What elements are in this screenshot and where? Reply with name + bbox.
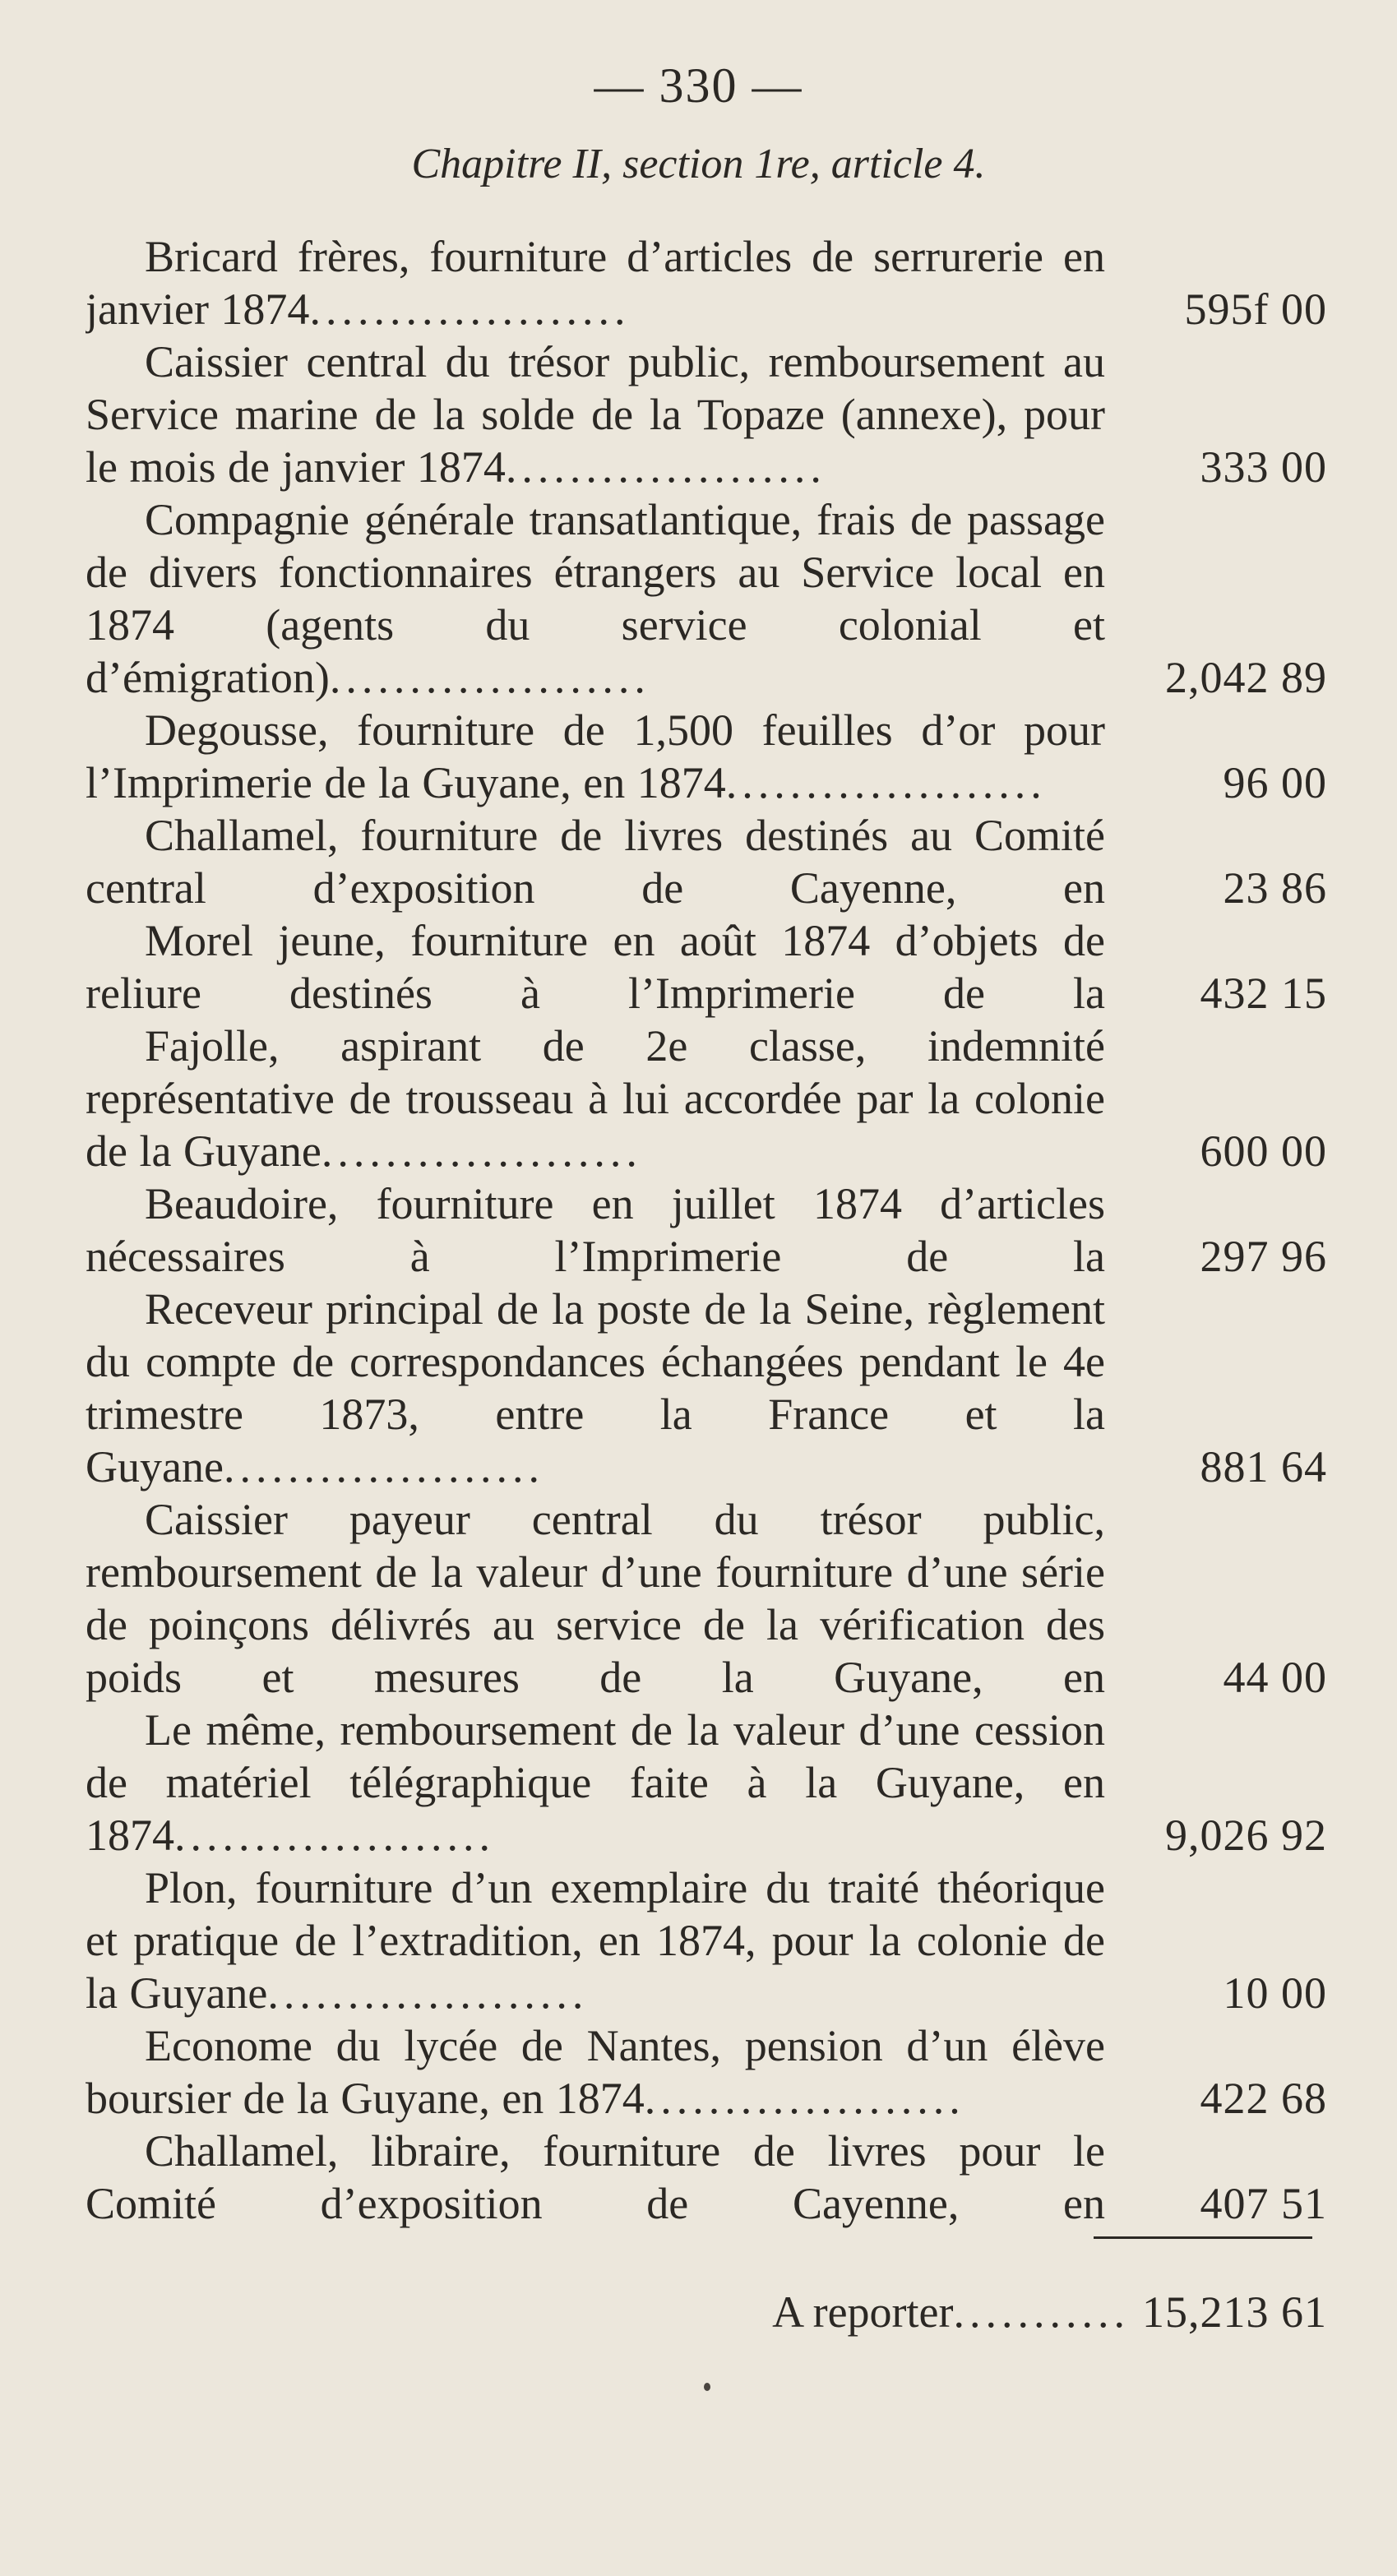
entry-description xyxy=(86,2125,1105,2230)
ledger-entry xyxy=(86,2125,1327,2230)
entry-amount: 333 00 xyxy=(1200,442,1327,492)
ledger-entry xyxy=(86,1704,1327,1861)
entry-description xyxy=(86,1020,1105,1177)
entry-text: Degousse, fourniture de 1,500 feuilles d’or pour l’Imprimerie de la Guyane, en 1874 xyxy=(86,705,1105,807)
entry-description xyxy=(86,1283,1105,1493)
entry-amount: 432 15 xyxy=(1200,969,1327,1018)
leader-dots: .................... xyxy=(321,1126,642,1176)
leader-dots: .................... xyxy=(644,2074,965,2123)
entry-description xyxy=(86,704,1105,809)
entry-text: Challamel, libraire, fourniture de livres pour le Comité d’exposition de Cayenne, en xyxy=(86,2126,1105,2228)
leader-dots: .................... xyxy=(505,442,826,492)
entry-description xyxy=(86,1704,1105,1861)
entry-amount: 600 00 xyxy=(1200,1126,1327,1176)
total-rule xyxy=(1094,2236,1312,2239)
entry-description xyxy=(86,914,1105,1020)
ledger-entry xyxy=(86,704,1327,809)
ledger-entry xyxy=(86,914,1327,1020)
ledger-entry xyxy=(86,230,1327,335)
leader-dots: .................... xyxy=(329,653,650,702)
entry-description xyxy=(86,1177,1105,1283)
entry-amount: 422 68 xyxy=(1200,2074,1327,2123)
entry-text: Econome du lycée de Nantes, pension d’un élève boursier de la Guyane, en 1874 xyxy=(86,2021,1105,2123)
carry-forward-label: A reporter........... xyxy=(772,2287,1130,2337)
page-number: — 330 — xyxy=(594,58,803,113)
entry-description xyxy=(86,1493,1105,1704)
entry-description xyxy=(86,493,1105,704)
ledger-entry xyxy=(86,335,1327,493)
entry-description xyxy=(86,1861,1105,2019)
entry-text: Challamel, fourniture de livres destinés au Comité central d’exposition de Cayenne, en xyxy=(86,811,1105,913)
ledger-entry xyxy=(86,1493,1327,1704)
ledger-entry xyxy=(86,1283,1327,1493)
entry-description xyxy=(86,335,1105,493)
ink-fleck xyxy=(704,2383,710,2391)
section-heading: Chapitre II, section 1re, article 4. xyxy=(411,141,986,187)
entry-amount: 23 86 xyxy=(1223,863,1327,913)
entry-text: Fajolle, aspirant de 2e classe, indemnité représentative de trousseau à lui accordée par la colonie de la Guyane xyxy=(86,1021,1105,1176)
entry-description xyxy=(86,809,1105,914)
entry-text: Morel jeune, fourniture en août 1874 d’objets de reliure destinés à l’Imprimerie de la xyxy=(86,916,1105,1018)
leader-dots: .................... xyxy=(309,284,631,334)
leader-dots: .................... xyxy=(174,1811,495,1860)
entry-text: Caissier payeur central du trésor public, remboursement de la valeur d’une fourniture d’une série de poinçons délivrés au service de la vérification des poids et mesures de la Guyane, en xyxy=(86,1495,1105,1702)
entry-text: Bricard frères, fourniture d’articles de serrurerie en janvier 1874 xyxy=(86,232,1105,334)
leader-dots: .................... xyxy=(725,758,1047,807)
leader-dots: .................... xyxy=(267,1968,589,2018)
entry-amount: 2,042 89 xyxy=(1165,653,1327,702)
ledger-entry xyxy=(86,1177,1327,1283)
entry-amount: 44 00 xyxy=(1223,1653,1327,1702)
entry-amount: 96 00 xyxy=(1223,758,1327,807)
entry-text: Caissier central du trésor public, remboursement au Service marine de la solde de la Topaze (annexe), pour le mois de janvier 1874 xyxy=(86,337,1105,492)
entry-description xyxy=(86,230,1105,335)
entry-text: Plon, fourniture d’un exemplaire du traité théorique et pratique de l’extradition, en 1874, pour la colonie de la Guyane xyxy=(86,1863,1105,2018)
entry-text: Compagnie générale transatlantique, frais de passage de divers fonctionnaires étrangers au Service local en 1874 (agents du service colonial et d’émigration) xyxy=(86,495,1105,702)
carry-forward-amount: 15,213 61 xyxy=(1142,2287,1327,2337)
entry-amount: 881 64 xyxy=(1200,1442,1327,1491)
leader-dots: .................... xyxy=(223,1442,544,1491)
entry-text: Le même, remboursement de la valeur d’une cession de matériel télégraphique faite à la Guyane, en 1874 xyxy=(86,1705,1105,1860)
entry-amount: 595f 00 xyxy=(1184,284,1327,334)
ledger-entry xyxy=(86,2019,1327,2125)
ledger-entries xyxy=(86,230,1327,2230)
entry-text: Beaudoire, fourniture en juillet 1874 d’articles nécessaires à l’Imprimerie de la xyxy=(86,1179,1105,1281)
ledger-entry xyxy=(86,1020,1327,1177)
entry-description xyxy=(86,2019,1105,2125)
ledger-entry xyxy=(86,1861,1327,2019)
entry-amount: 9,026 92 xyxy=(1165,1811,1327,1860)
entry-amount: 297 96 xyxy=(1200,1232,1327,1281)
entry-amount: 407 51 xyxy=(1200,2179,1327,2228)
ledger-entry xyxy=(86,493,1327,704)
carry-forward-row xyxy=(86,2286,1327,2343)
entry-text: Receveur principal de la poste de la Seine, règlement du compte de correspondances échangées pendant le 4e trimestre 1873, entre la France et la Guyane xyxy=(86,1284,1105,1491)
ledger-entry xyxy=(86,809,1327,914)
entry-amount: 10 00 xyxy=(1223,1968,1327,2018)
